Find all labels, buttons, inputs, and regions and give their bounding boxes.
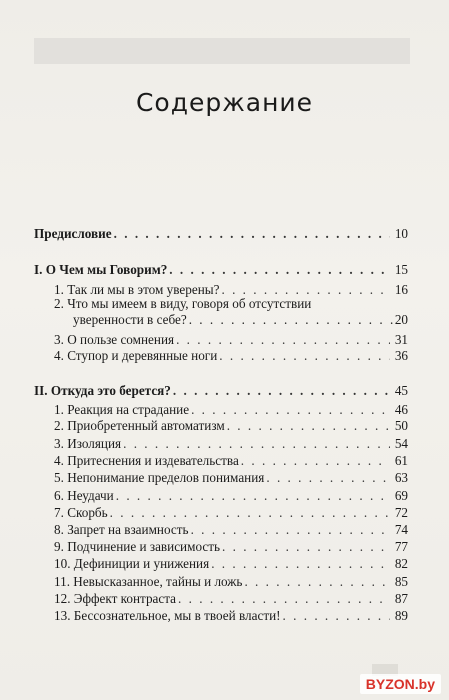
toc-leader-dots	[191, 522, 390, 538]
toc-section-1	[34, 262, 408, 278]
toc-leader-dots	[211, 556, 390, 572]
toc-entry-page: 36	[394, 348, 408, 363]
toc-entry-label: 2. Приобретенный автоматизм	[54, 418, 225, 433]
toc-entry-page: 82	[394, 556, 408, 571]
toc-entry	[54, 539, 408, 555]
toc-entry-label: 7. Скорбь	[54, 505, 108, 520]
toc-leader-dots	[266, 470, 390, 486]
toc-entry-page: 16	[394, 282, 408, 297]
page-title: Содержание	[135, 88, 314, 117]
toc-leader-dots	[189, 312, 393, 328]
toc-leader-dots	[178, 591, 390, 607]
toc-entry-page: 69	[394, 488, 408, 503]
toc-entry-label: 3. Изоляция	[54, 436, 122, 451]
toc-entry-label-line2: уверенности в себе?	[73, 312, 187, 327]
toc-entry-two-line	[54, 296, 408, 328]
toc-leader-dots	[123, 436, 390, 452]
toc-entry-label: 3. О пользе сомнения	[54, 332, 175, 347]
toc-entry	[54, 348, 408, 364]
toc-leader-dots	[176, 332, 390, 348]
toc-entry	[54, 574, 408, 590]
bleed-through-band	[34, 38, 410, 64]
toc-entry	[54, 332, 408, 348]
toc-entry-label: 1. Реакция на страдание	[54, 402, 190, 417]
toc-entry-page: 72	[394, 505, 408, 520]
toc-entry-page: 85	[394, 574, 408, 589]
toc-section-2	[34, 383, 408, 399]
toc-leader-dots	[169, 262, 390, 278]
toc-entry-label: 6. Неудачи	[54, 488, 114, 503]
toc-entry-page: 50	[394, 418, 408, 433]
toc-entry-label: 5. Непонимание пределов понимания	[54, 470, 265, 485]
toc-leader-dots	[283, 608, 390, 624]
toc-leader-dots	[173, 383, 390, 399]
toc-entry-label-line1: 2. Что мы имеем в виду, говоря об отсутствии	[54, 296, 312, 311]
toc-entry-page: 87	[394, 591, 408, 606]
toc-entry-label: 11. Невысказанное, тайны и ложь	[54, 574, 243, 589]
toc-entry-label: 10. Дефиниции и унижения	[54, 556, 210, 571]
toc-leader-dots	[191, 402, 390, 418]
toc-entry-page: 20	[394, 312, 408, 327]
toc-leader-dots	[227, 418, 390, 434]
toc-entry-page: 89	[394, 608, 408, 623]
toc-entry-label: 4. Притеснения и издевательства	[54, 453, 239, 468]
toc-entry-label: I. О Чем мы Говорим?	[34, 262, 168, 277]
toc-entry	[54, 608, 408, 624]
toc-entry-label: 8. Запрет на взаимность	[54, 522, 189, 537]
toc-entry-label: 12. Эффект контраста	[54, 591, 177, 606]
toc-entry-label: 1. Так ли мы в этом уверены?	[54, 282, 220, 297]
toc-entry-page: 31	[394, 332, 408, 347]
toc-entry	[54, 556, 408, 572]
toc-entry	[54, 505, 408, 521]
toc-entry	[54, 418, 408, 434]
watermark-logo: BYZON.by	[360, 674, 441, 694]
toc-entry	[54, 453, 408, 469]
toc-entry-page: 77	[394, 539, 408, 554]
toc-entry-label: Предисловие	[34, 226, 112, 241]
toc-leader-dots	[110, 505, 390, 521]
toc-entry	[54, 470, 408, 486]
toc-entry-page: 45	[394, 383, 408, 398]
toc-leader-dots	[222, 539, 390, 555]
toc-entry-label: 13. Бессознательное, мы в твоей власти!	[54, 608, 281, 623]
toc-entry-page: 54	[394, 436, 408, 451]
toc-entry-page: 74	[394, 522, 408, 537]
toc-leader-dots	[244, 574, 390, 590]
toc-entry	[54, 591, 408, 607]
toc-leader-dots	[116, 488, 390, 504]
toc-entry-label: II. Откуда это берется?	[34, 383, 171, 398]
toc-entry	[54, 402, 408, 418]
toc-leader-dots	[219, 348, 390, 364]
toc-entry-label: 4. Ступор и деревянные ноги	[54, 348, 218, 363]
toc-entry-page: 46	[394, 402, 408, 417]
toc-entry	[54, 436, 408, 452]
toc-entry-preface	[34, 226, 408, 242]
toc-entry-page: 15	[394, 262, 408, 277]
toc-entry-page: 10	[394, 226, 408, 241]
toc-entry-page: 63	[394, 470, 408, 485]
toc-leader-dots	[114, 226, 390, 242]
toc-entry	[54, 488, 408, 504]
toc-entry-page: 61	[394, 453, 408, 468]
toc-leader-dots	[241, 453, 390, 469]
toc-entry-label: 9. Подчинение и зависимость	[54, 539, 221, 554]
toc-entry	[54, 522, 408, 538]
